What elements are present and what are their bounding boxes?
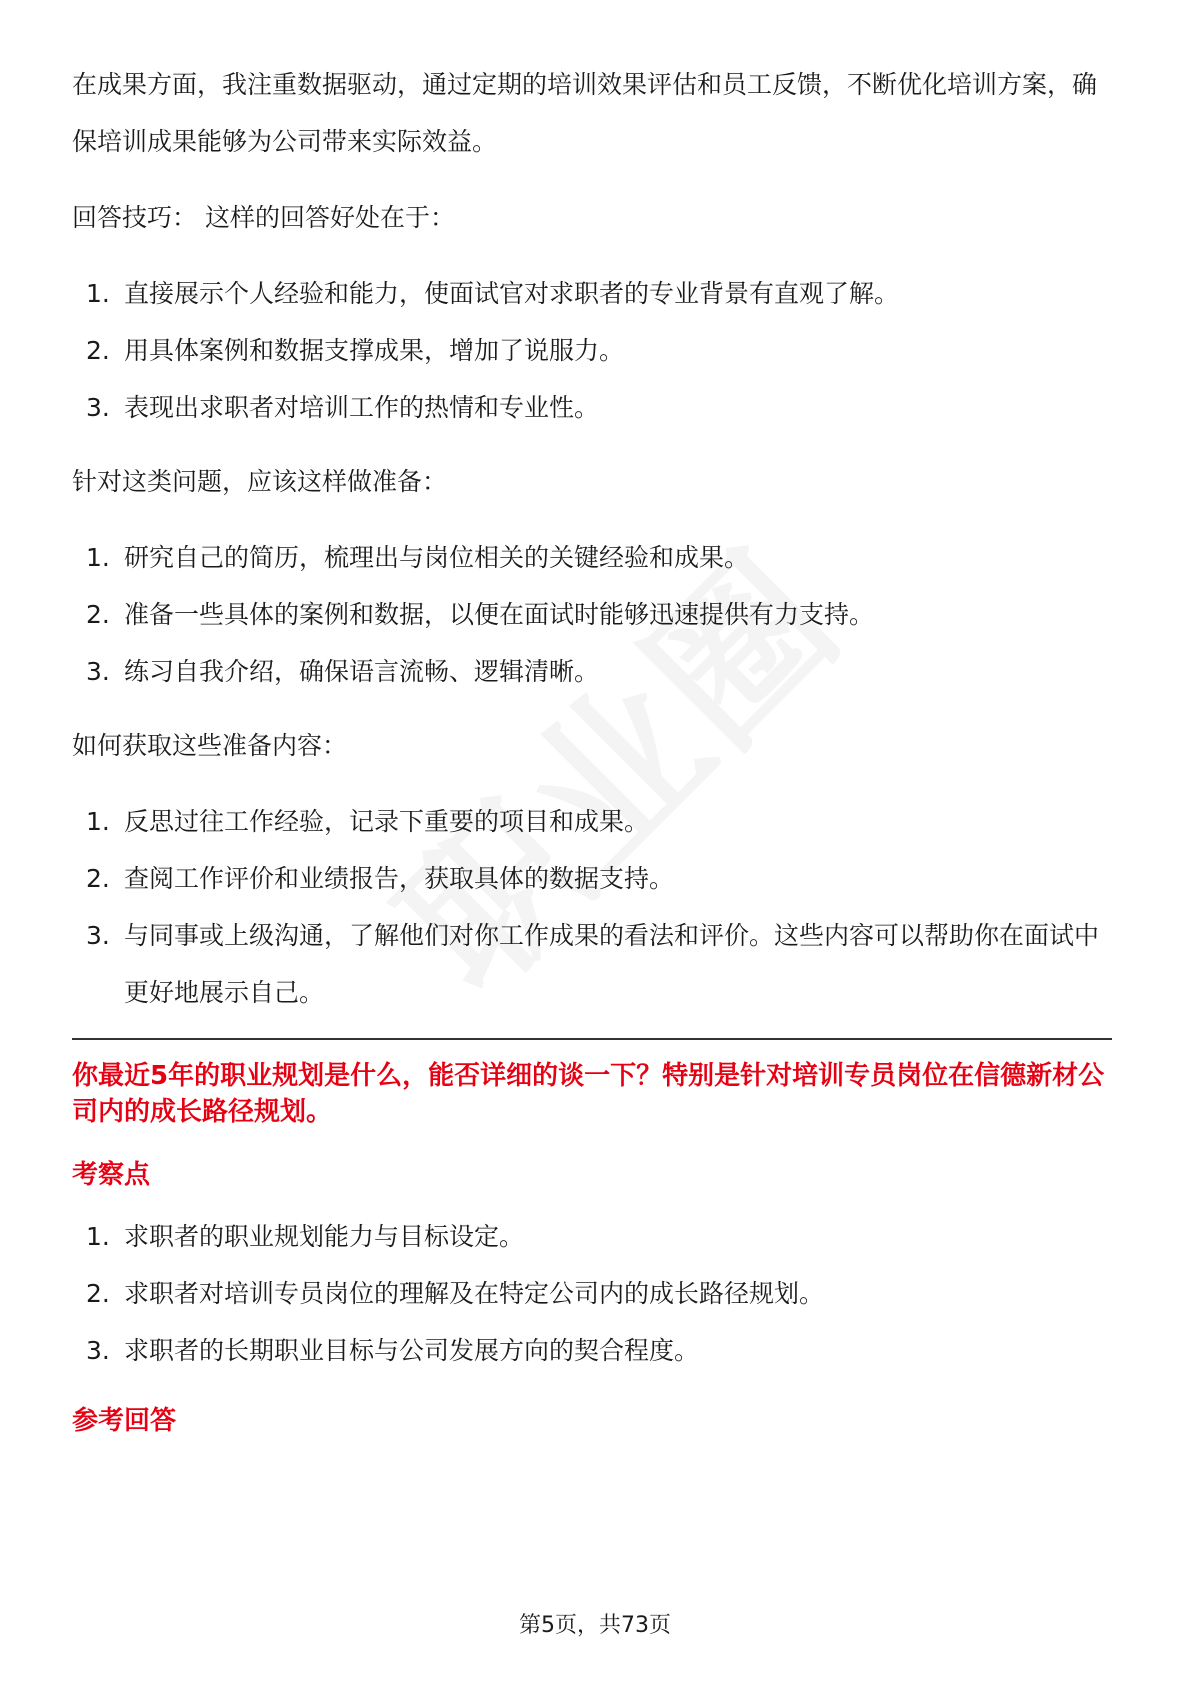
prep-heading: 针对这类问题，应该这样做准备： [72, 467, 448, 496]
intro-paragraph: 在成果方面，我注重数据驱动，通过定期的培训效果评估和员工反馈，不断优化培训方案，确保培训成果能够为公司带来实际效益。 [72, 70, 1098, 156]
list-item: 2. 用具体案例和数据支撑成果，增加了说服力。 [86, 336, 625, 365]
list-item: 1. 研究自己的简历，梳理出与岗位相关的关键经验和成果。 [86, 543, 750, 572]
page-footer: 第5页，共73页 [519, 1613, 671, 1638]
answer-heading: 参考回答 [72, 1406, 177, 1436]
tips-heading: 回答技巧： 这样的回答好处在于： [72, 203, 455, 232]
list-item: 2. 求职者对培训专员岗位的理解及在特定公司内的成长路径规划。 [86, 1279, 825, 1308]
list-item: 2. 查阅工作评价和业绩报告，获取具体的数据支持。 [86, 864, 675, 893]
source-heading: 如何获取这些准备内容： [72, 731, 348, 760]
interview-question: 你最近5年的职业规划是什么，能否详细的谈一下？特别是针对培训专员岗位在信德新材公司内的成长路径规划。 [72, 1061, 1105, 1127]
list-item: 2. 准备一些具体的案例和数据，以便在面试时能够迅速提供有力支持。 [86, 600, 875, 629]
tips-list [72, 265, 1112, 436]
prep-list [72, 529, 1112, 700]
list-item: 3. 求职者的长期职业目标与公司发展方向的契合程度。 [86, 1336, 700, 1365]
points-list [72, 1208, 1112, 1379]
list-item: 1. 直接展示个人经验和能力，使面试官对求职者的专业背景有直观了解。 [86, 279, 900, 308]
list-item: 3. 与同事或上级沟通，了解他们对你工作成果的看法和评价。这些内容可以帮助你在面试中更好地展示自己。 [86, 921, 1100, 1007]
list-item: 3. 练习自我介绍，确保语言流畅、逻辑清晰。 [86, 657, 600, 686]
section-divider [72, 1038, 1112, 1040]
source-list [72, 793, 1112, 1021]
list-item: 1. 反思过往工作经验，记录下重要的项目和成果。 [86, 807, 650, 836]
points-heading: 考察点 [72, 1160, 151, 1190]
list-item: 1. 求职者的职业规划能力与目标设定。 [86, 1222, 525, 1251]
document-body [72, 56, 1112, 1454]
list-item: 3. 表现出求职者对培训工作的热情和专业性。 [86, 393, 600, 422]
